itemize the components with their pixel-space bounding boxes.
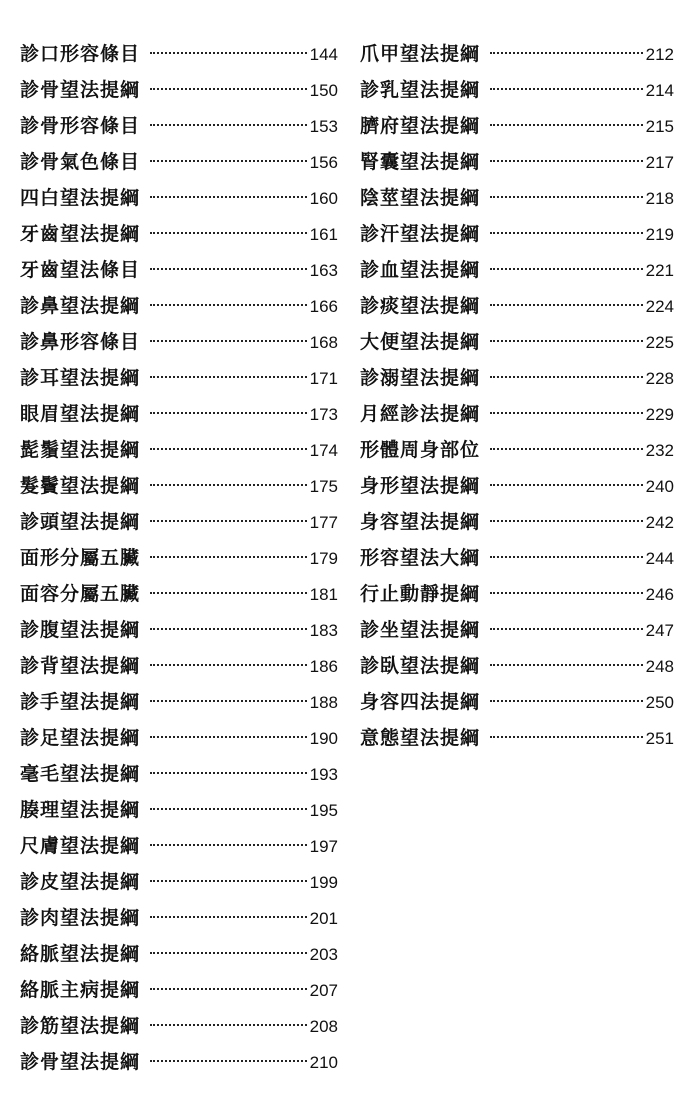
toc-entry: [20, 108, 338, 144]
toc-entry-page-number: 244: [645, 549, 674, 568]
toc-entry-page-number: 166: [309, 297, 338, 316]
toc-entry-title: 髭鬚望法提綱: [20, 439, 141, 461]
dot-leader: [150, 52, 307, 54]
toc-entry-page-number: 228: [645, 369, 674, 388]
toc-entry: [360, 180, 674, 216]
toc-entry-page-number: 232: [645, 441, 674, 460]
toc-entry-title: 診痰望法提綱: [360, 295, 481, 317]
dot-leader: [150, 268, 307, 270]
toc-entry-title: 診耳望法提綱: [20, 367, 141, 389]
dot-leader: [490, 124, 643, 126]
toc-entry: [360, 396, 674, 432]
toc-entry-title: 診骨形容條目: [20, 115, 141, 137]
toc-entry: [20, 936, 338, 972]
dot-leader: [150, 520, 307, 522]
toc-entry: [20, 324, 338, 360]
toc-entry: [20, 900, 338, 936]
toc-entry-page-number: 215: [645, 117, 674, 136]
toc-right-column: [360, 36, 674, 756]
toc-entry-page-number: 190: [309, 729, 338, 748]
toc-entry-page-number: 156: [309, 153, 338, 172]
toc-entry-page-number: 251: [645, 729, 674, 748]
dot-leader: [150, 736, 307, 738]
toc-entry: [20, 72, 338, 108]
toc-entry-page-number: 168: [309, 333, 338, 352]
toc-entry: [20, 216, 338, 252]
toc-entry: [20, 720, 338, 756]
toc-entry: [360, 252, 674, 288]
toc-entry: [20, 792, 338, 828]
dot-leader: [150, 664, 307, 666]
toc-entry-title: 身容四法提綱: [360, 691, 481, 713]
toc-entry-page-number: 229: [645, 405, 674, 424]
toc-entry-page-number: 150: [309, 81, 338, 100]
dot-leader: [490, 412, 643, 414]
toc-entry-title: 診腹望法提綱: [20, 619, 141, 641]
toc-entry: [20, 504, 338, 540]
toc-entry-title: 診口形容條目: [20, 43, 141, 65]
toc-entry-page-number: 153: [309, 117, 338, 136]
dot-leader: [490, 196, 643, 198]
dot-leader: [150, 448, 307, 450]
toc-entry: [360, 144, 674, 180]
toc-entry-page-number: 195: [309, 801, 338, 820]
toc-entry-page-number: 197: [309, 837, 338, 856]
toc-entry-title: 毫毛望法提綱: [20, 763, 141, 785]
dot-leader: [150, 988, 307, 990]
toc-entry: [360, 216, 674, 252]
toc-entry-page-number: 210: [309, 1053, 338, 1072]
dot-leader: [490, 556, 643, 558]
toc-entry-title: 診筋望法提綱: [20, 1015, 141, 1037]
toc-entry: [360, 468, 674, 504]
toc-entry-page-number: 212: [645, 45, 674, 64]
dot-leader: [150, 340, 307, 342]
toc-entry-title: 月經診法提綱: [360, 403, 481, 425]
dot-leader: [490, 664, 643, 666]
toc-entry-title: 身形望法提綱: [360, 475, 481, 497]
toc-entry: [20, 396, 338, 432]
dot-leader: [150, 1060, 307, 1062]
dot-leader: [150, 1024, 307, 1026]
toc-entry: [20, 828, 338, 864]
toc-entry-page-number: 174: [309, 441, 338, 460]
toc-entry-page-number: 207: [309, 981, 338, 1000]
toc-entry-title: 臍府望法提綱: [360, 115, 481, 137]
toc-entry-page-number: 242: [645, 513, 674, 532]
toc-entry-title: 診頭望法提綱: [20, 511, 141, 533]
toc-entry-page-number: 224: [645, 297, 674, 316]
toc-entry: [360, 432, 674, 468]
toc-entry-page-number: 144: [309, 45, 338, 64]
toc-entry-page-number: 161: [309, 225, 338, 244]
toc-entry: [20, 864, 338, 900]
dot-leader: [150, 880, 307, 882]
toc-entry: [20, 144, 338, 180]
dot-leader: [490, 736, 643, 738]
dot-leader: [490, 484, 643, 486]
toc-entry-title: 意態望法提綱: [360, 727, 481, 749]
toc-entry-page-number: 217: [645, 153, 674, 172]
toc-entry-page-number: 225: [645, 333, 674, 352]
toc-entry-page-number: 218: [645, 189, 674, 208]
dot-leader: [150, 232, 307, 234]
toc-entry-page-number: 248: [645, 657, 674, 676]
toc-entry-title: 大便望法提綱: [360, 331, 481, 353]
toc-entry-title: 形容望法大綱: [360, 547, 481, 569]
toc-entry: [20, 1008, 338, 1044]
toc-entry-page-number: 221: [645, 261, 674, 280]
dot-leader: [490, 628, 643, 630]
dot-leader: [150, 304, 307, 306]
toc-entry-title: 診足望法提綱: [20, 727, 141, 749]
toc-entry: [20, 180, 338, 216]
toc-entry: [20, 972, 338, 1008]
toc-entry-title: 診骨望法提綱: [20, 79, 141, 101]
toc-entry-title: 診血望法提綱: [360, 259, 481, 281]
dot-leader: [150, 772, 307, 774]
toc-entry-page-number: 208: [309, 1017, 338, 1036]
dot-leader: [150, 844, 307, 846]
dot-leader: [150, 484, 307, 486]
dot-leader: [150, 916, 307, 918]
toc-entry-title: 腠理望法提綱: [20, 799, 141, 821]
dot-leader: [490, 268, 643, 270]
toc-entry-title: 診鼻望法提綱: [20, 295, 141, 317]
dot-leader: [490, 592, 643, 594]
toc-entry-page-number: 177: [309, 513, 338, 532]
toc-entry: [360, 72, 674, 108]
toc-entry-title: 診骨氣色條目: [20, 151, 141, 173]
toc-entry-page-number: 175: [309, 477, 338, 496]
toc-entry-title: 絡脈望法提綱: [20, 943, 141, 965]
toc-entry-title: 牙齒望法提綱: [20, 223, 141, 245]
toc-entry-title: 牙齒望法條目: [20, 259, 141, 281]
toc-entry-page-number: 247: [645, 621, 674, 640]
dot-leader: [150, 808, 307, 810]
toc-entry-title: 診溺望法提綱: [360, 367, 481, 389]
toc-entry-page-number: 160: [309, 189, 338, 208]
toc-entry-title: 四白望法提綱: [20, 187, 141, 209]
toc-entry-page-number: 201: [309, 909, 338, 928]
toc-entry: [20, 288, 338, 324]
toc-entry-page-number: 171: [309, 369, 338, 388]
toc-entry-page-number: 181: [309, 585, 338, 604]
toc-entry: [360, 648, 674, 684]
toc-entry-title: 診坐望法提綱: [360, 619, 481, 641]
toc-entry-title: 尺膚望法提綱: [20, 835, 141, 857]
dot-leader: [150, 412, 307, 414]
toc-entry: [20, 1044, 338, 1080]
dot-leader: [490, 340, 643, 342]
toc-entry: [20, 36, 338, 72]
toc-entry: [20, 360, 338, 396]
toc-entry: [360, 540, 674, 576]
toc-entry: [20, 576, 338, 612]
toc-entry-title: 絡脈主病提綱: [20, 979, 141, 1001]
dot-leader: [150, 124, 307, 126]
dot-leader: [150, 592, 307, 594]
toc-entry-page-number: 193: [309, 765, 338, 784]
toc-entry-title: 面容分屬五臟: [20, 583, 141, 605]
toc-entry: [20, 252, 338, 288]
toc-entry: [20, 612, 338, 648]
toc-entry-page-number: 173: [309, 405, 338, 424]
dot-leader: [490, 520, 643, 522]
toc-entry-title: 診肉望法提綱: [20, 907, 141, 929]
dot-leader: [150, 196, 307, 198]
toc-entry: [360, 288, 674, 324]
dot-leader: [490, 160, 643, 162]
toc-entry-title: 爪甲望法提綱: [360, 43, 481, 65]
toc-entry-title: 身容望法提綱: [360, 511, 481, 533]
dot-leader: [490, 52, 643, 54]
toc-entry: [360, 36, 674, 72]
toc-entry-page-number: 183: [309, 621, 338, 640]
toc-entry-title: 診手望法提綱: [20, 691, 141, 713]
toc-entry-page-number: 214: [645, 81, 674, 100]
toc-entry-page-number: 188: [309, 693, 338, 712]
dot-leader: [150, 700, 307, 702]
dot-leader: [490, 304, 643, 306]
dot-leader: [150, 160, 307, 162]
dot-leader: [150, 556, 307, 558]
toc-entry: [360, 504, 674, 540]
toc-entry-title: 髮鬢望法提綱: [20, 475, 141, 497]
toc-entry-page-number: 219: [645, 225, 674, 244]
dot-leader: [490, 448, 643, 450]
toc-entry-page-number: 199: [309, 873, 338, 892]
toc-entry-title: 診皮望法提綱: [20, 871, 141, 893]
toc-left-column: [20, 36, 338, 1080]
toc-entry-title: 形體周身部位: [360, 439, 481, 461]
toc-entry-title: 診鼻形容條目: [20, 331, 141, 353]
toc-entry-page-number: 246: [645, 585, 674, 604]
toc-entry: [20, 684, 338, 720]
toc-entry-page-number: 203: [309, 945, 338, 964]
toc-entry: [20, 756, 338, 792]
dot-leader: [150, 952, 307, 954]
toc-entry: [20, 432, 338, 468]
toc-entry-title: 陰莖望法提綱: [360, 187, 481, 209]
toc-entry-title: 腎囊望法提綱: [360, 151, 481, 173]
toc-entry: [360, 612, 674, 648]
toc-entry-page-number: 163: [309, 261, 338, 280]
toc-entry: [360, 576, 674, 612]
toc-entry-title: 診骨望法提綱: [20, 1051, 141, 1073]
toc-entry-title: 診背望法提綱: [20, 655, 141, 677]
toc-entry-title: 診乳望法提綱: [360, 79, 481, 101]
toc-entry: [360, 108, 674, 144]
toc-entry: [20, 648, 338, 684]
dot-leader: [150, 376, 307, 378]
toc-entry: [360, 324, 674, 360]
toc-entry-page-number: 250: [645, 693, 674, 712]
dot-leader: [490, 700, 643, 702]
toc-entry-title: 面形分屬五臟: [20, 547, 141, 569]
toc-entry: [20, 468, 338, 504]
toc-entry-page-number: 240: [645, 477, 674, 496]
toc-entry-page-number: 186: [309, 657, 338, 676]
toc-entry-title: 行止動靜提綱: [360, 583, 481, 605]
toc-entry-page-number: 179: [309, 549, 338, 568]
toc-entry-title: 眼眉望法提綱: [20, 403, 141, 425]
toc-entry: [20, 540, 338, 576]
dot-leader: [490, 376, 643, 378]
toc-entry-title: 診汗望法提綱: [360, 223, 481, 245]
dot-leader: [150, 628, 307, 630]
toc-entry-title: 診臥望法提綱: [360, 655, 481, 677]
dot-leader: [490, 232, 643, 234]
toc-entry: [360, 360, 674, 396]
dot-leader: [490, 88, 643, 90]
toc-entry: [360, 684, 674, 720]
toc-entry: [360, 720, 674, 756]
dot-leader: [150, 88, 307, 90]
